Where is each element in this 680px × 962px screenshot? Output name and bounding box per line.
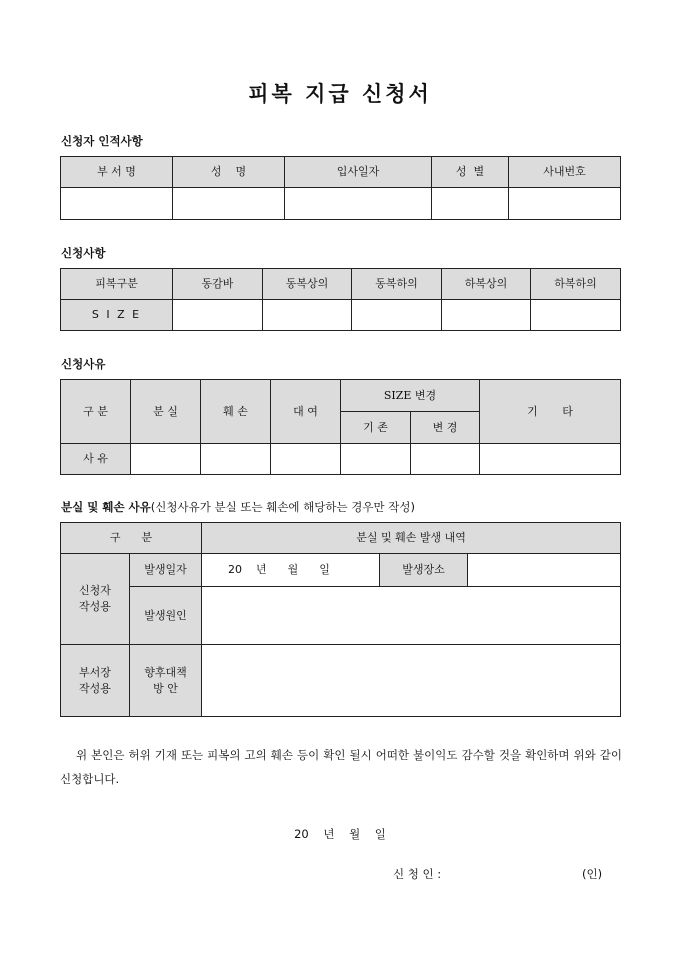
size-winter-top-field[interactable] xyxy=(263,300,352,331)
occurrence-date-label: 발생일자 xyxy=(130,554,202,587)
name-field[interactable] xyxy=(173,188,285,220)
occurrence-cause-field[interactable] xyxy=(202,587,621,645)
header-employee-number: 사내번호 xyxy=(509,157,621,188)
applicant-write-label: 신청자 작성용 xyxy=(61,554,130,645)
reason-new-size-field[interactable] xyxy=(411,444,480,475)
header-clothing-type: 피복구분 xyxy=(61,269,173,300)
occurrence-date-field[interactable]: 20 년 월 일 xyxy=(202,554,380,587)
applicant-table xyxy=(60,156,621,220)
loss-table xyxy=(60,522,621,717)
request-table xyxy=(60,268,621,331)
gender-field[interactable] xyxy=(432,188,509,220)
reason-table xyxy=(60,379,621,475)
department-field[interactable] xyxy=(61,188,173,220)
size-winter-bottom-field[interactable] xyxy=(352,300,442,331)
loss-heading-bold: 분실 및 훼손 사유 xyxy=(61,500,151,514)
loss-section-heading xyxy=(61,499,415,515)
header-winter-jumper: 동감바 xyxy=(173,269,263,300)
dept-head-write-label: 부서장 작성용 xyxy=(61,645,130,717)
reason-existing-size-field[interactable] xyxy=(341,444,411,475)
occurrence-place-label: 발생장소 xyxy=(380,554,468,587)
reason-header-loan: 대 여 xyxy=(271,380,341,444)
occurrence-cause-label: 발생원인 xyxy=(130,587,202,645)
header-gender: 성 별 xyxy=(432,157,509,188)
reason-lost-field[interactable] xyxy=(131,444,201,475)
future-plan-label: 향후대책 방 안 xyxy=(130,645,202,717)
reason-header-other: 기 타 xyxy=(480,380,621,444)
statement-text xyxy=(60,743,622,791)
header-summer-top: 하복상의 xyxy=(442,269,531,300)
reason-section-heading: 신청사유 xyxy=(61,357,106,371)
header-summer-bottom: 하복하의 xyxy=(531,269,621,300)
reason-header-change: 변 경 xyxy=(411,412,480,444)
request-section-heading: 신청사항 xyxy=(61,246,106,260)
header-name: 성 명 xyxy=(173,157,285,188)
size-summer-bottom-field[interactable] xyxy=(531,300,621,331)
size-label: S I Z E xyxy=(61,300,173,331)
reason-header-damaged: 훼 손 xyxy=(201,380,271,444)
size-summer-top-field[interactable] xyxy=(442,300,531,331)
reason-row-label: 사 유 xyxy=(61,444,131,475)
reason-header-existing: 기 존 xyxy=(341,412,411,444)
header-winter-bottom: 동복하의 xyxy=(352,269,442,300)
occurrence-place-field[interactable] xyxy=(468,554,621,587)
header-winter-top: 동복상의 xyxy=(263,269,352,300)
employee-number-field[interactable] xyxy=(509,188,621,220)
seal-mark: (인) xyxy=(582,867,603,881)
loss-header-details: 분실 및 훼손 발생 내역 xyxy=(202,523,621,554)
statement-body: 위 본인은 허위 기재 또는 피복의 고의 훼손 등이 확인 될시 어떠한 불이익도 감수할 것을 확인하며 위와 같이 신청합니다. xyxy=(60,748,622,786)
reason-header-division: 구 분 xyxy=(61,380,131,444)
header-department: 부 서 명 xyxy=(61,157,173,188)
reason-loan-field[interactable] xyxy=(271,444,341,475)
loss-heading-note: (신청사유가 분실 또는 훼손에 해당하는 경우만 작성) xyxy=(150,500,415,514)
applicant-signature-label: 신 청 인 : xyxy=(393,867,442,881)
applicant-section-heading: 신청자 인적사항 xyxy=(61,134,143,148)
reason-other-field[interactable] xyxy=(480,444,621,475)
reason-header-lost: 분 실 xyxy=(131,380,201,444)
future-plan-field[interactable] xyxy=(202,645,621,717)
reason-header-size-change: SIZE 변경 xyxy=(341,380,480,412)
header-join-date: 입사일자 xyxy=(285,157,432,188)
size-winter-jumper-field[interactable] xyxy=(173,300,263,331)
reason-damaged-field[interactable] xyxy=(201,444,271,475)
submission-date: 20 년 월 일 xyxy=(294,827,386,841)
loss-header-division: 구 분 xyxy=(61,523,202,554)
form-title: 피복 지급 신청서 xyxy=(248,81,432,106)
join-date-field[interactable] xyxy=(285,188,432,220)
